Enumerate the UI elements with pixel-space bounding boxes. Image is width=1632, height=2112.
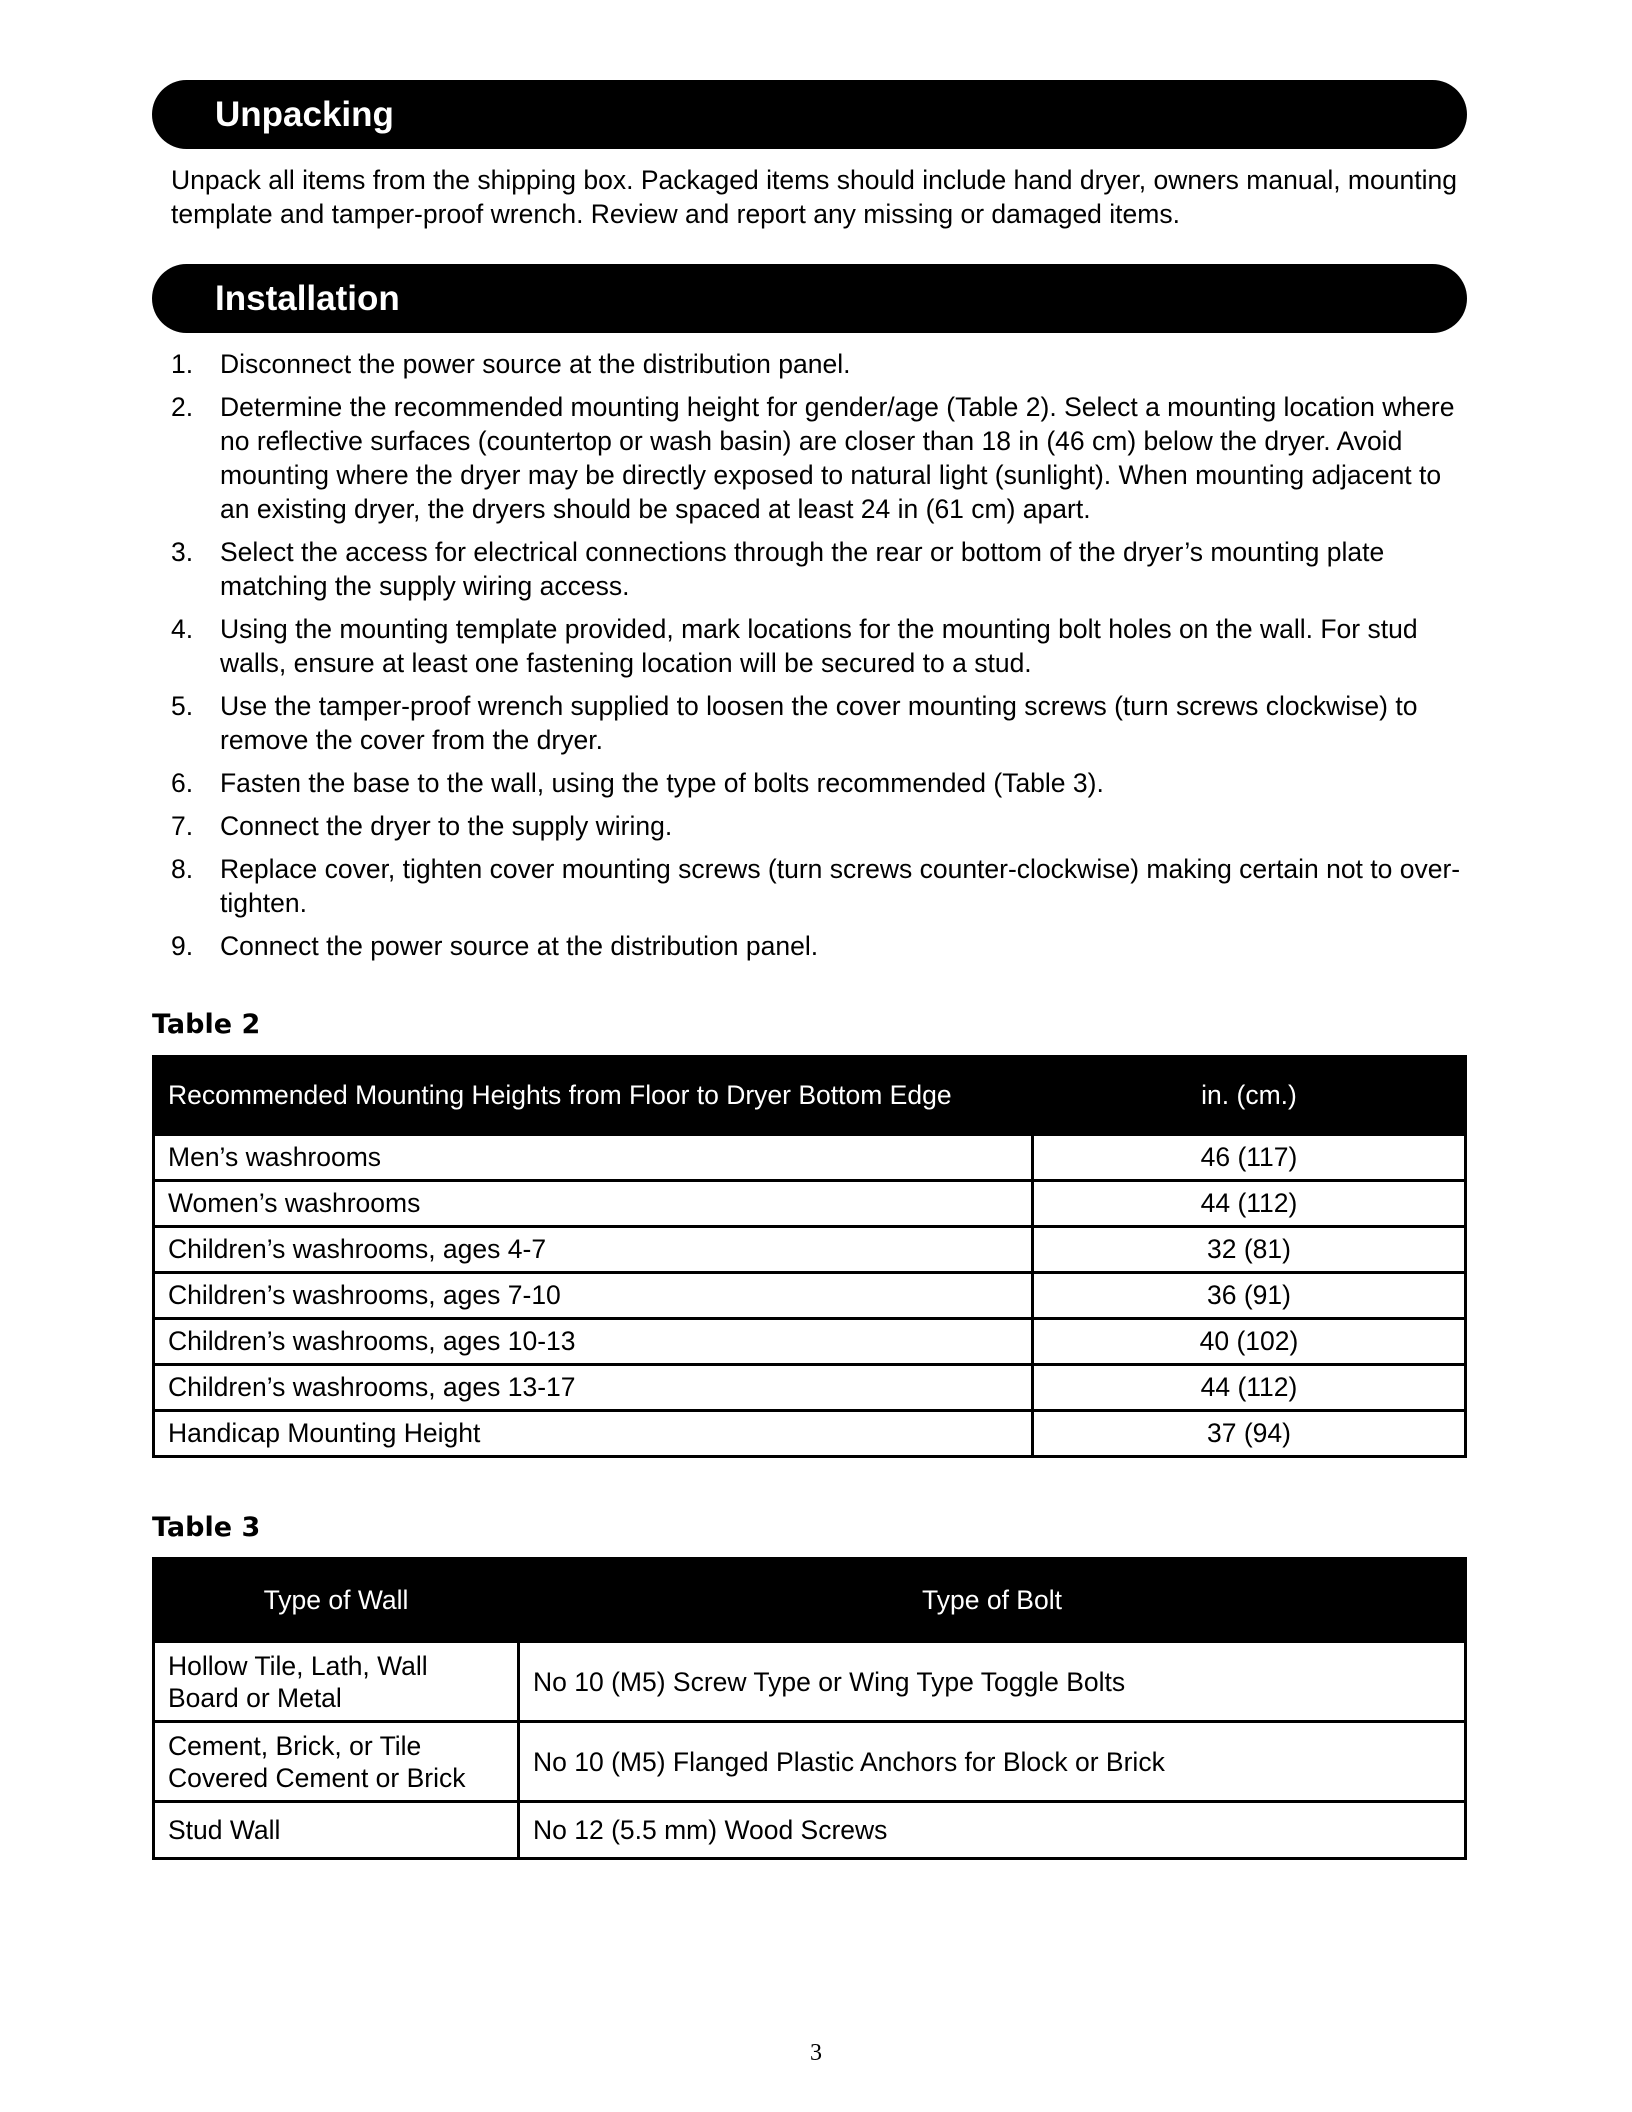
table-row — [154, 1365, 1466, 1411]
location-cell: Children’s washrooms, ages 7-10 — [154, 1273, 1033, 1319]
step-text: Using the mounting template provided, mark locations for the mounting bolt holes on the wall. For stud walls, ensure at least one fastening location will be secured to a stud. — [220, 614, 1418, 678]
table-row — [154, 1135, 1466, 1181]
location-cell: Handicap Mounting Height — [154, 1411, 1033, 1457]
step-number: 3. — [171, 537, 194, 567]
bolt-type-cell: No 10 (M5) Screw Type or Wing Type Toggle Bolts — [519, 1642, 1466, 1722]
table-row — [154, 1181, 1466, 1227]
step-number: 4. — [171, 614, 194, 644]
installation-step — [171, 809, 1461, 843]
installation-heading: Installation — [152, 264, 1467, 333]
step-text: Fasten the base to the wall, using the type of bolts recommended (Table 3). — [220, 768, 1104, 798]
step-number: 6. — [171, 768, 194, 798]
table2-header-height: in. (cm.) — [1033, 1057, 1466, 1135]
step-text: Use the tamper-proof wrench supplied to loosen the cover mounting screws (turn screws clockwise) to remove the cover from the dryer. — [220, 691, 1418, 755]
installation-step — [171, 612, 1461, 680]
step-text: Replace cover, tighten cover mounting screws (turn screws counter-clockwise) making certain not to over-tighten. — [220, 854, 1461, 918]
location-cell: Children’s washrooms, ages 4-7 — [154, 1227, 1033, 1273]
bolt-type-cell: No 12 (5.5 mm) Wood Screws — [519, 1802, 1466, 1859]
installation-step — [171, 347, 1461, 381]
location-cell: Men’s washrooms — [154, 1135, 1033, 1181]
table3-header-wall: Type of Wall — [154, 1559, 519, 1642]
wall-type-cell: Cement, Brick, or Tile Covered Cement or Brick — [154, 1722, 519, 1802]
installation-step — [171, 929, 1461, 963]
installation-steps — [171, 347, 1461, 972]
step-text: Connect the power source at the distribution panel. — [220, 931, 819, 961]
step-text: Connect the dryer to the supply wiring. — [220, 811, 673, 841]
table-row — [154, 1802, 1466, 1859]
step-number: 5. — [171, 691, 194, 721]
wall-type-cell: Hollow Tile, Lath, Wall Board or Metal — [154, 1642, 519, 1722]
installation-step — [171, 535, 1461, 603]
bolt-type-cell: No 10 (M5) Flanged Plastic Anchors for Block or Brick — [519, 1722, 1466, 1802]
step-text: Disconnect the power source at the distribution panel. — [220, 349, 851, 379]
step-text: Select the access for electrical connections through the rear or bottom of the dryer’s mounting plate matching the supply wiring access. — [220, 537, 1385, 601]
table-row — [154, 1319, 1466, 1365]
bolt-type-table — [152, 1557, 1467, 1860]
table-row — [154, 1227, 1466, 1273]
wall-type-cell: Stud Wall — [154, 1802, 519, 1859]
height-cell: 40 (102) — [1033, 1319, 1466, 1365]
installation-step — [171, 689, 1461, 757]
page-number: 3 — [810, 2040, 822, 2066]
height-cell: 36 (91) — [1033, 1273, 1466, 1319]
table-row — [154, 1722, 1466, 1802]
table-row — [154, 1273, 1466, 1319]
table2-header-location: Recommended Mounting Heights from Floor to Dryer Bottom Edge — [154, 1057, 1033, 1135]
height-cell: 46 (117) — [1033, 1135, 1466, 1181]
step-number: 1. — [171, 349, 194, 379]
step-number: 8. — [171, 854, 194, 884]
step-number: 9. — [171, 931, 194, 961]
location-cell: Children’s washrooms, ages 13-17 — [154, 1365, 1033, 1411]
unpacking-heading: Unpacking — [152, 80, 1467, 149]
height-cell: 37 (94) — [1033, 1411, 1466, 1457]
table3-label: Table 3 — [152, 1512, 261, 1543]
step-text: Determine the recommended mounting height for gender/age (Table 2). Select a mounting location where no reflective surfaces (countertop or wash basin) are closer than 18 in (46 cm) below the dryer. Avoid mounting where the dryer may be directly exposed to natural light (sunlight). When mounting adjacent to an existing dryer, the dryers should be spaced at least 24 in (61 cm) apart. — [220, 392, 1455, 524]
unpacking-text: Unpack all items from the shipping box. Packaged items should include hand dryer, owners manual, mounting template and tamper-proof wrench. Review and report any missing or damaged items. — [171, 165, 1457, 229]
mounting-heights-table — [152, 1055, 1467, 1458]
step-number: 7. — [171, 811, 194, 841]
installation-step — [171, 852, 1461, 920]
height-cell: 44 (112) — [1033, 1181, 1466, 1227]
table-row — [154, 1642, 1466, 1722]
location-cell: Women’s washrooms — [154, 1181, 1033, 1227]
installation-step — [171, 390, 1461, 526]
installation-step — [171, 766, 1461, 800]
height-cell: 32 (81) — [1033, 1227, 1466, 1273]
table3-header-bolt: Type of Bolt — [519, 1559, 1466, 1642]
height-cell: 44 (112) — [1033, 1365, 1466, 1411]
step-number: 2. — [171, 392, 194, 422]
table2-label: Table 2 — [152, 1009, 261, 1040]
table-row — [154, 1411, 1466, 1457]
location-cell: Children’s washrooms, ages 10-13 — [154, 1319, 1033, 1365]
